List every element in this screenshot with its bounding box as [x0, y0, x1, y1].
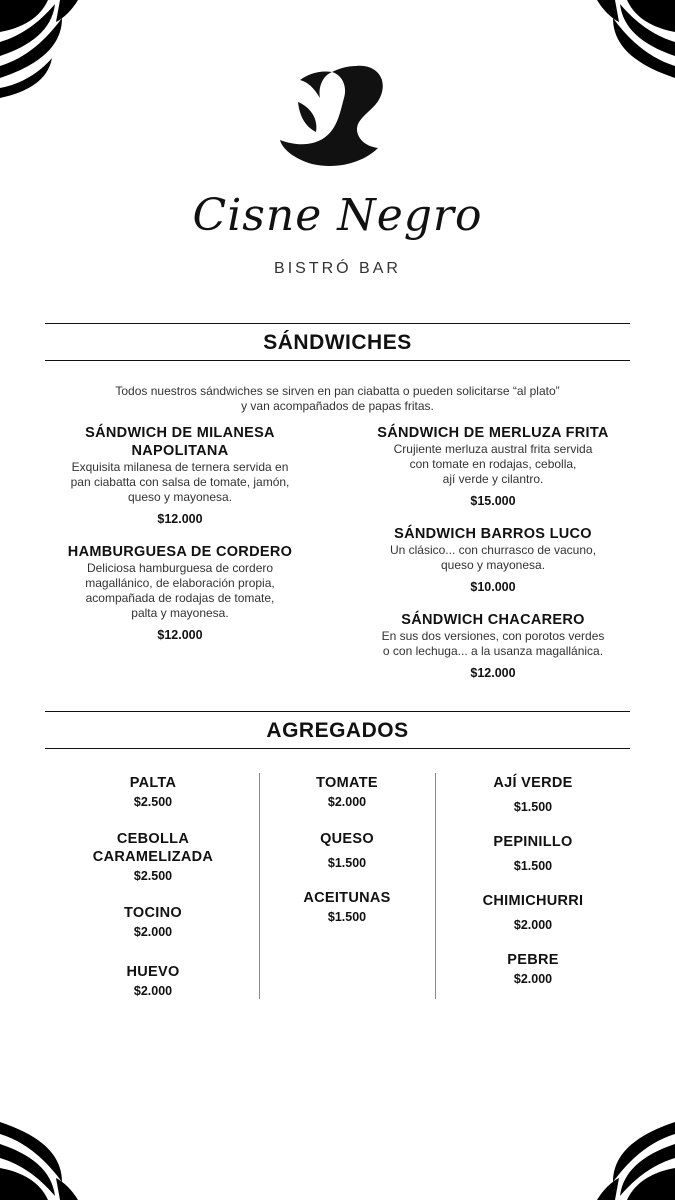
addon-price: $2.000	[513, 972, 553, 986]
addon-huevo	[68, 963, 238, 998]
addon-pepinillo	[448, 833, 618, 873]
item-desc-line: pan ciabatta con salsa de tomate, jamón,	[70, 475, 290, 489]
item-name-line: SÁNDWICH DE MILANESA	[85, 425, 275, 441]
addon-name: PEBRE	[507, 952, 559, 968]
menu-item-hamburguesa	[45, 543, 315, 642]
palm-leaf-ornament-icon	[0, 1095, 120, 1200]
sandwiches-title: SÁNDWICHES	[45, 323, 630, 361]
item-name	[45, 424, 315, 460]
addon-price: $1.500	[327, 856, 367, 870]
addon-name: TOMATE	[316, 775, 378, 791]
addon-name: HUEVO	[126, 964, 180, 980]
item-name-line: SÁNDWICH DE MERLUZA FRITA	[377, 425, 609, 441]
agregados-title: AGREGADOS	[45, 711, 630, 749]
column-divider	[435, 773, 436, 999]
item-name-line: SÁNDWICH BARROS LUCO	[394, 526, 592, 542]
sandwiches-intro	[60, 384, 615, 414]
menu-item-milanesa	[45, 424, 315, 526]
addon-name: AJÍ VERDE	[493, 775, 573, 791]
menu-item-barros-luco	[358, 525, 628, 594]
item-desc-line: queso y mayonesa.	[440, 558, 546, 572]
addon-queso	[262, 830, 432, 870]
addon-name: CHIMICHURRI	[482, 893, 584, 909]
item-desc-line: Deliciosa hamburguesa de cordero	[86, 561, 274, 575]
palm-leaf-ornament-icon	[555, 1095, 675, 1200]
brand-name: Cisne Negro	[192, 190, 483, 241]
item-name-line: SÁNDWICH CHACARERO	[401, 612, 585, 628]
item-price: $15.000	[470, 494, 516, 508]
intro-line: Todos nuestros sándwiches se sirven en pan ciabatta o pueden solicitarse “al plato”	[115, 384, 560, 398]
addon-price: $2.000	[327, 795, 367, 809]
intro-line: y van acompañados de papas fritas.	[241, 399, 434, 413]
item-name	[358, 424, 628, 442]
item-desc-line: acompañada de rodajas de tomate,	[85, 591, 275, 605]
item-name-line: NAPOLITANA	[131, 443, 229, 459]
palm-leaf-ornament-icon	[555, 0, 675, 105]
column-divider	[259, 773, 260, 999]
item-name	[358, 611, 628, 629]
item-description	[358, 629, 628, 659]
corner-ornament-bottom-right	[555, 1095, 675, 1200]
item-name	[358, 525, 628, 543]
addon-name: QUESO	[320, 831, 374, 847]
item-desc-line: Exquisita milanesa de ternera servida en	[71, 460, 289, 474]
addon-price: $2.000	[513, 918, 553, 932]
item-desc-line: con tomate en rodajas, cebolla,	[409, 457, 577, 471]
item-description	[45, 460, 315, 505]
item-description	[358, 442, 628, 487]
addon-price: $2.500	[133, 795, 173, 809]
addon-price: $1.500	[327, 910, 367, 924]
addon-tomate	[262, 774, 432, 809]
brand-subtitle: BISTRÓ BAR	[274, 260, 401, 277]
addon-chimichurri	[448, 892, 618, 932]
corner-ornament-top-left	[0, 0, 120, 105]
addon-name: PEPINILLO	[493, 834, 573, 850]
addon-price: $1.500	[513, 859, 553, 873]
addon-name	[68, 830, 238, 866]
item-price: $12.000	[470, 666, 516, 680]
addon-palta	[68, 774, 238, 809]
addon-name-line: CARAMELIZADA	[92, 849, 214, 865]
addon-price: $1.500	[513, 800, 553, 814]
item-desc-line: Un clásico... con churrasco de vacuno,	[389, 543, 597, 557]
item-price: $12.000	[157, 628, 203, 642]
item-desc-line: magallánico, de elaboración propia,	[85, 576, 275, 590]
addon-pebre	[448, 951, 618, 986]
item-name	[45, 543, 315, 561]
item-desc-line: En sus dos versiones, con porotos verdes	[381, 629, 605, 643]
addon-tocino	[68, 904, 238, 939]
addon-aji-verde	[448, 774, 618, 814]
corner-ornament-bottom-left	[0, 1095, 120, 1200]
addon-name: ACEITUNAS	[303, 890, 391, 906]
addon-name: TOCINO	[124, 905, 182, 921]
item-desc-line: Crujiente merluza austral frita servida	[393, 442, 593, 456]
item-desc-line: queso y mayonesa.	[127, 490, 233, 504]
item-price: $12.000	[157, 512, 203, 526]
addon-name-line: CEBOLLA	[116, 831, 190, 847]
item-description	[45, 561, 315, 621]
item-price: $10.000	[470, 580, 516, 594]
palm-leaf-ornament-icon	[0, 0, 120, 105]
menu-item-merluza	[358, 424, 628, 508]
item-description	[358, 543, 628, 573]
item-desc-line: o con lechuga... a la usanza magallánica.	[382, 644, 604, 658]
addon-price: $2.500	[133, 869, 173, 883]
corner-ornament-top-right	[555, 0, 675, 105]
addon-price: $2.000	[133, 925, 173, 939]
item-name-line: HAMBURGUESA DE CORDERO	[67, 544, 293, 560]
addon-name: PALTA	[129, 775, 177, 791]
addon-cebolla-caramelizada	[68, 830, 238, 883]
item-desc-line: palta y mayonesa.	[131, 606, 229, 620]
item-desc-line: ají verde y cilantro.	[442, 472, 544, 486]
swan-icon	[278, 62, 398, 172]
addon-price: $2.000	[133, 984, 173, 998]
addon-aceitunas	[262, 889, 432, 924]
menu-item-chacarero	[358, 611, 628, 680]
